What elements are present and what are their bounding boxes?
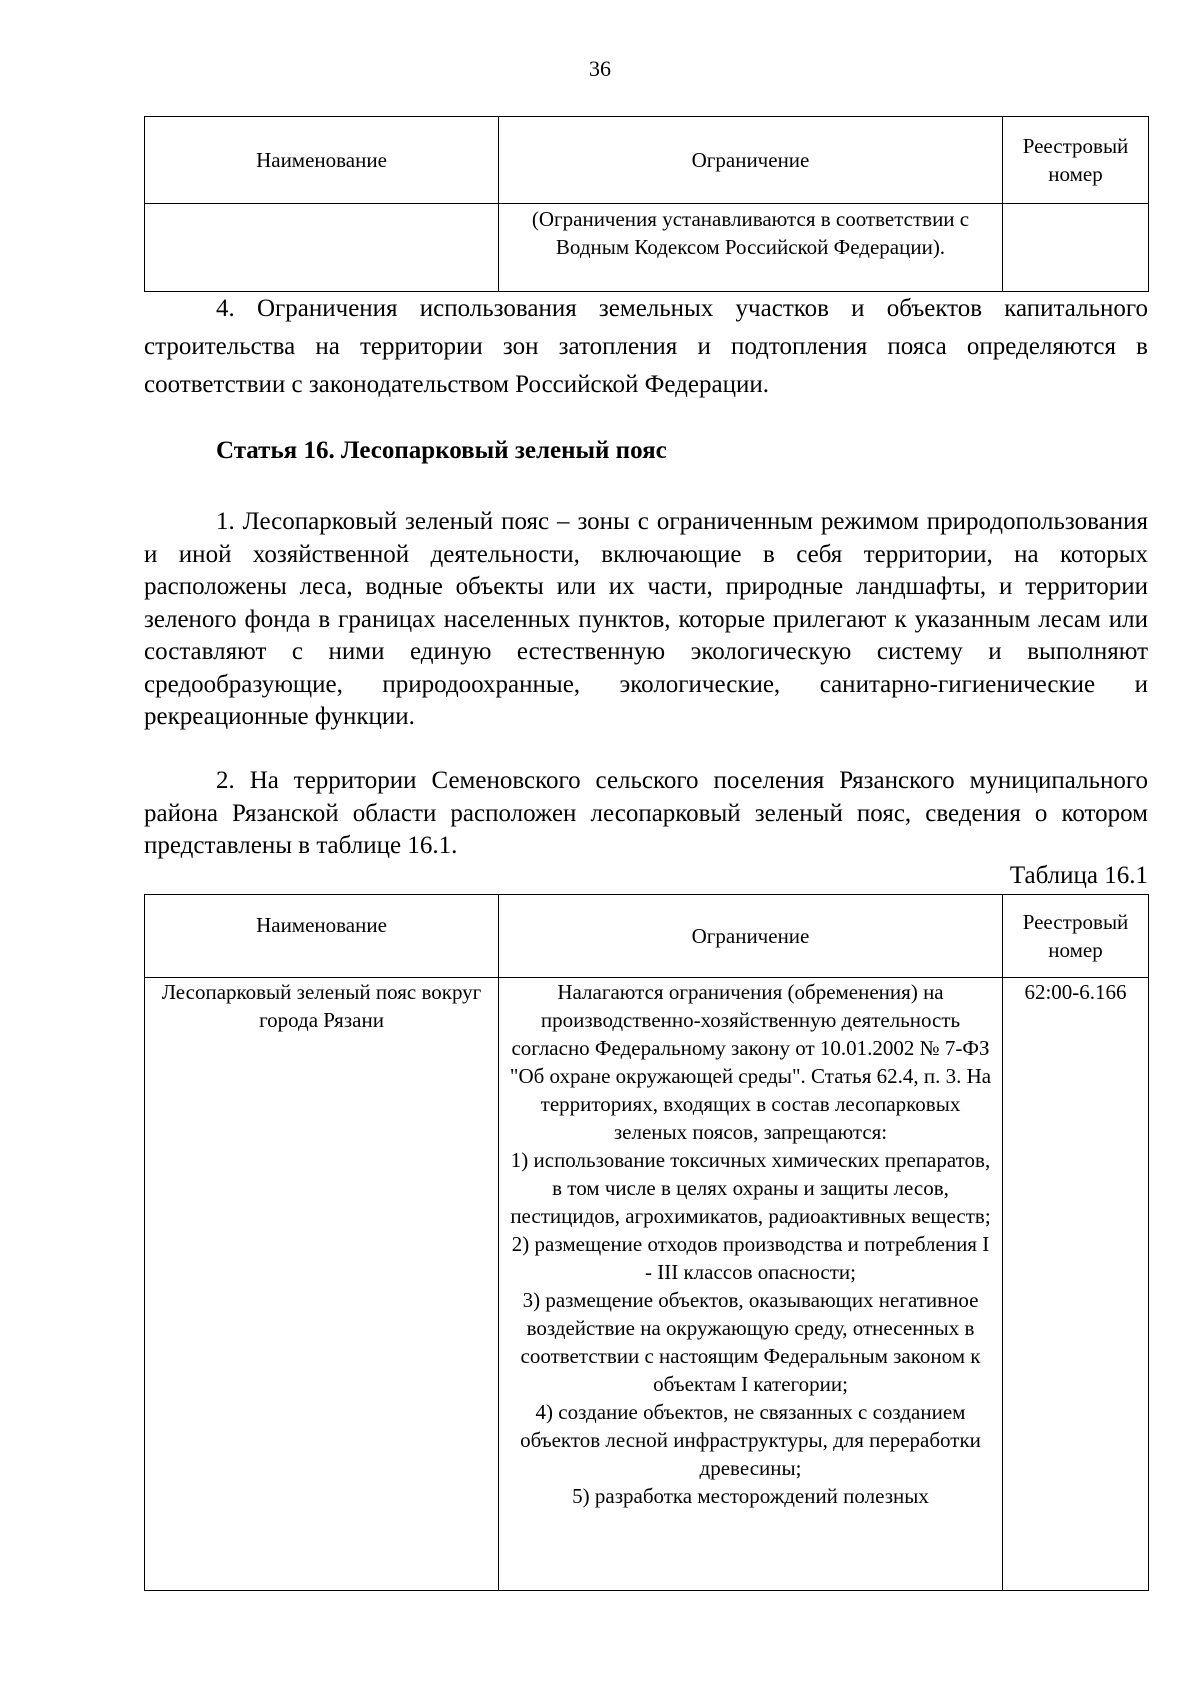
cell-name xyxy=(145,204,499,292)
header-registry: Реестровый номер xyxy=(1003,117,1149,204)
table-16-1 xyxy=(144,894,1149,1591)
paragraph-1-text: 1. Лесопарковый зеленый пояс – зоны с ограниченным режимом природопользования и иной хозяйственной деятельности, включающие в себя территории, на которых расположены леса, водные объекты или их части, природные ландшафты, и территории зеленого фонда в границах населенных пунктов, которые прилегают к указанным лесам или составляют с ними единую естественную экологическую систему и выполняют средообразующие, природоохранные, экологические, санитарно-гигиенические и рекреационные функции. xyxy=(144,508,1148,730)
paragraph-2 xyxy=(144,765,1148,863)
cell-registry: 62:00-6.166 xyxy=(1003,978,1149,1591)
table-caption: Таблица 16.1 xyxy=(1009,862,1148,889)
header-name: Наименование xyxy=(145,895,499,978)
paragraph-4 xyxy=(144,290,1148,404)
table-row xyxy=(145,204,1149,292)
article-heading: Статья 16. Лесопарковый зеленый пояс xyxy=(216,437,667,464)
header-restriction: Ограничение xyxy=(499,117,1003,204)
paragraph-1 xyxy=(144,506,1148,734)
paragraph-2-text: 2. На территории Семеновского сельского поселения Рязанского муниципального района Рязанской области расположен лесопарковый зеленый пояс, сведения о котором представлены в таблице 16.1. xyxy=(144,767,1148,859)
header-name: Наименование xyxy=(145,117,499,204)
cell-name: Лесопарковый зеленый пояс вокруг города Рязани xyxy=(145,978,499,1591)
cell-registry xyxy=(1003,204,1149,292)
table-row xyxy=(145,978,1149,1591)
header-registry: Реестровый номер xyxy=(1003,895,1149,978)
table-header-row xyxy=(145,895,1149,978)
page-number: 36 xyxy=(589,56,611,81)
table-header-row xyxy=(145,117,1149,204)
table-water-restrictions xyxy=(144,116,1149,292)
paragraph-4-text: 4. Ограничения использования земельных участков и объектов капитального строительства на территории зон затопления и подтопления пояса определяются в соответствии с законодательством Российской Федерации. xyxy=(144,295,1148,398)
cell-restriction: Налагаются ограничения (обременения) на производственно-хозяйственную деятельность согласно Федеральному закону от 10.01.2002 № 7-ФЗ "Об охране окружающей среды". Статья 62.4, п. 3. На территориях, входящих в состав лесопарковых зеленых поясов, запрещаются: 1) использование токсичных химических препаратов, в том числе в целях охраны и защиты лесов, пестицидов, агрохимикатов, радиоактивных веществ; 2) размещение отходов производства и потребления I - III классов опасности; 3) размещение объектов, оказывающих негативное воздействие на окружающую среду, отнесенных в соответствии с настоящим Федеральным законом к объектам I категории; 4) создание объектов, не связанных с созданием объектов лесной инфраструктуры, для переработки древесины; 5) разработка месторождений полезных xyxy=(499,978,1003,1591)
cell-restriction: (Ограничения устанавливаются в соответствии с Водным Кодексом Российской Федерации). xyxy=(499,204,1003,292)
header-restriction: Ограничение xyxy=(499,895,1003,978)
